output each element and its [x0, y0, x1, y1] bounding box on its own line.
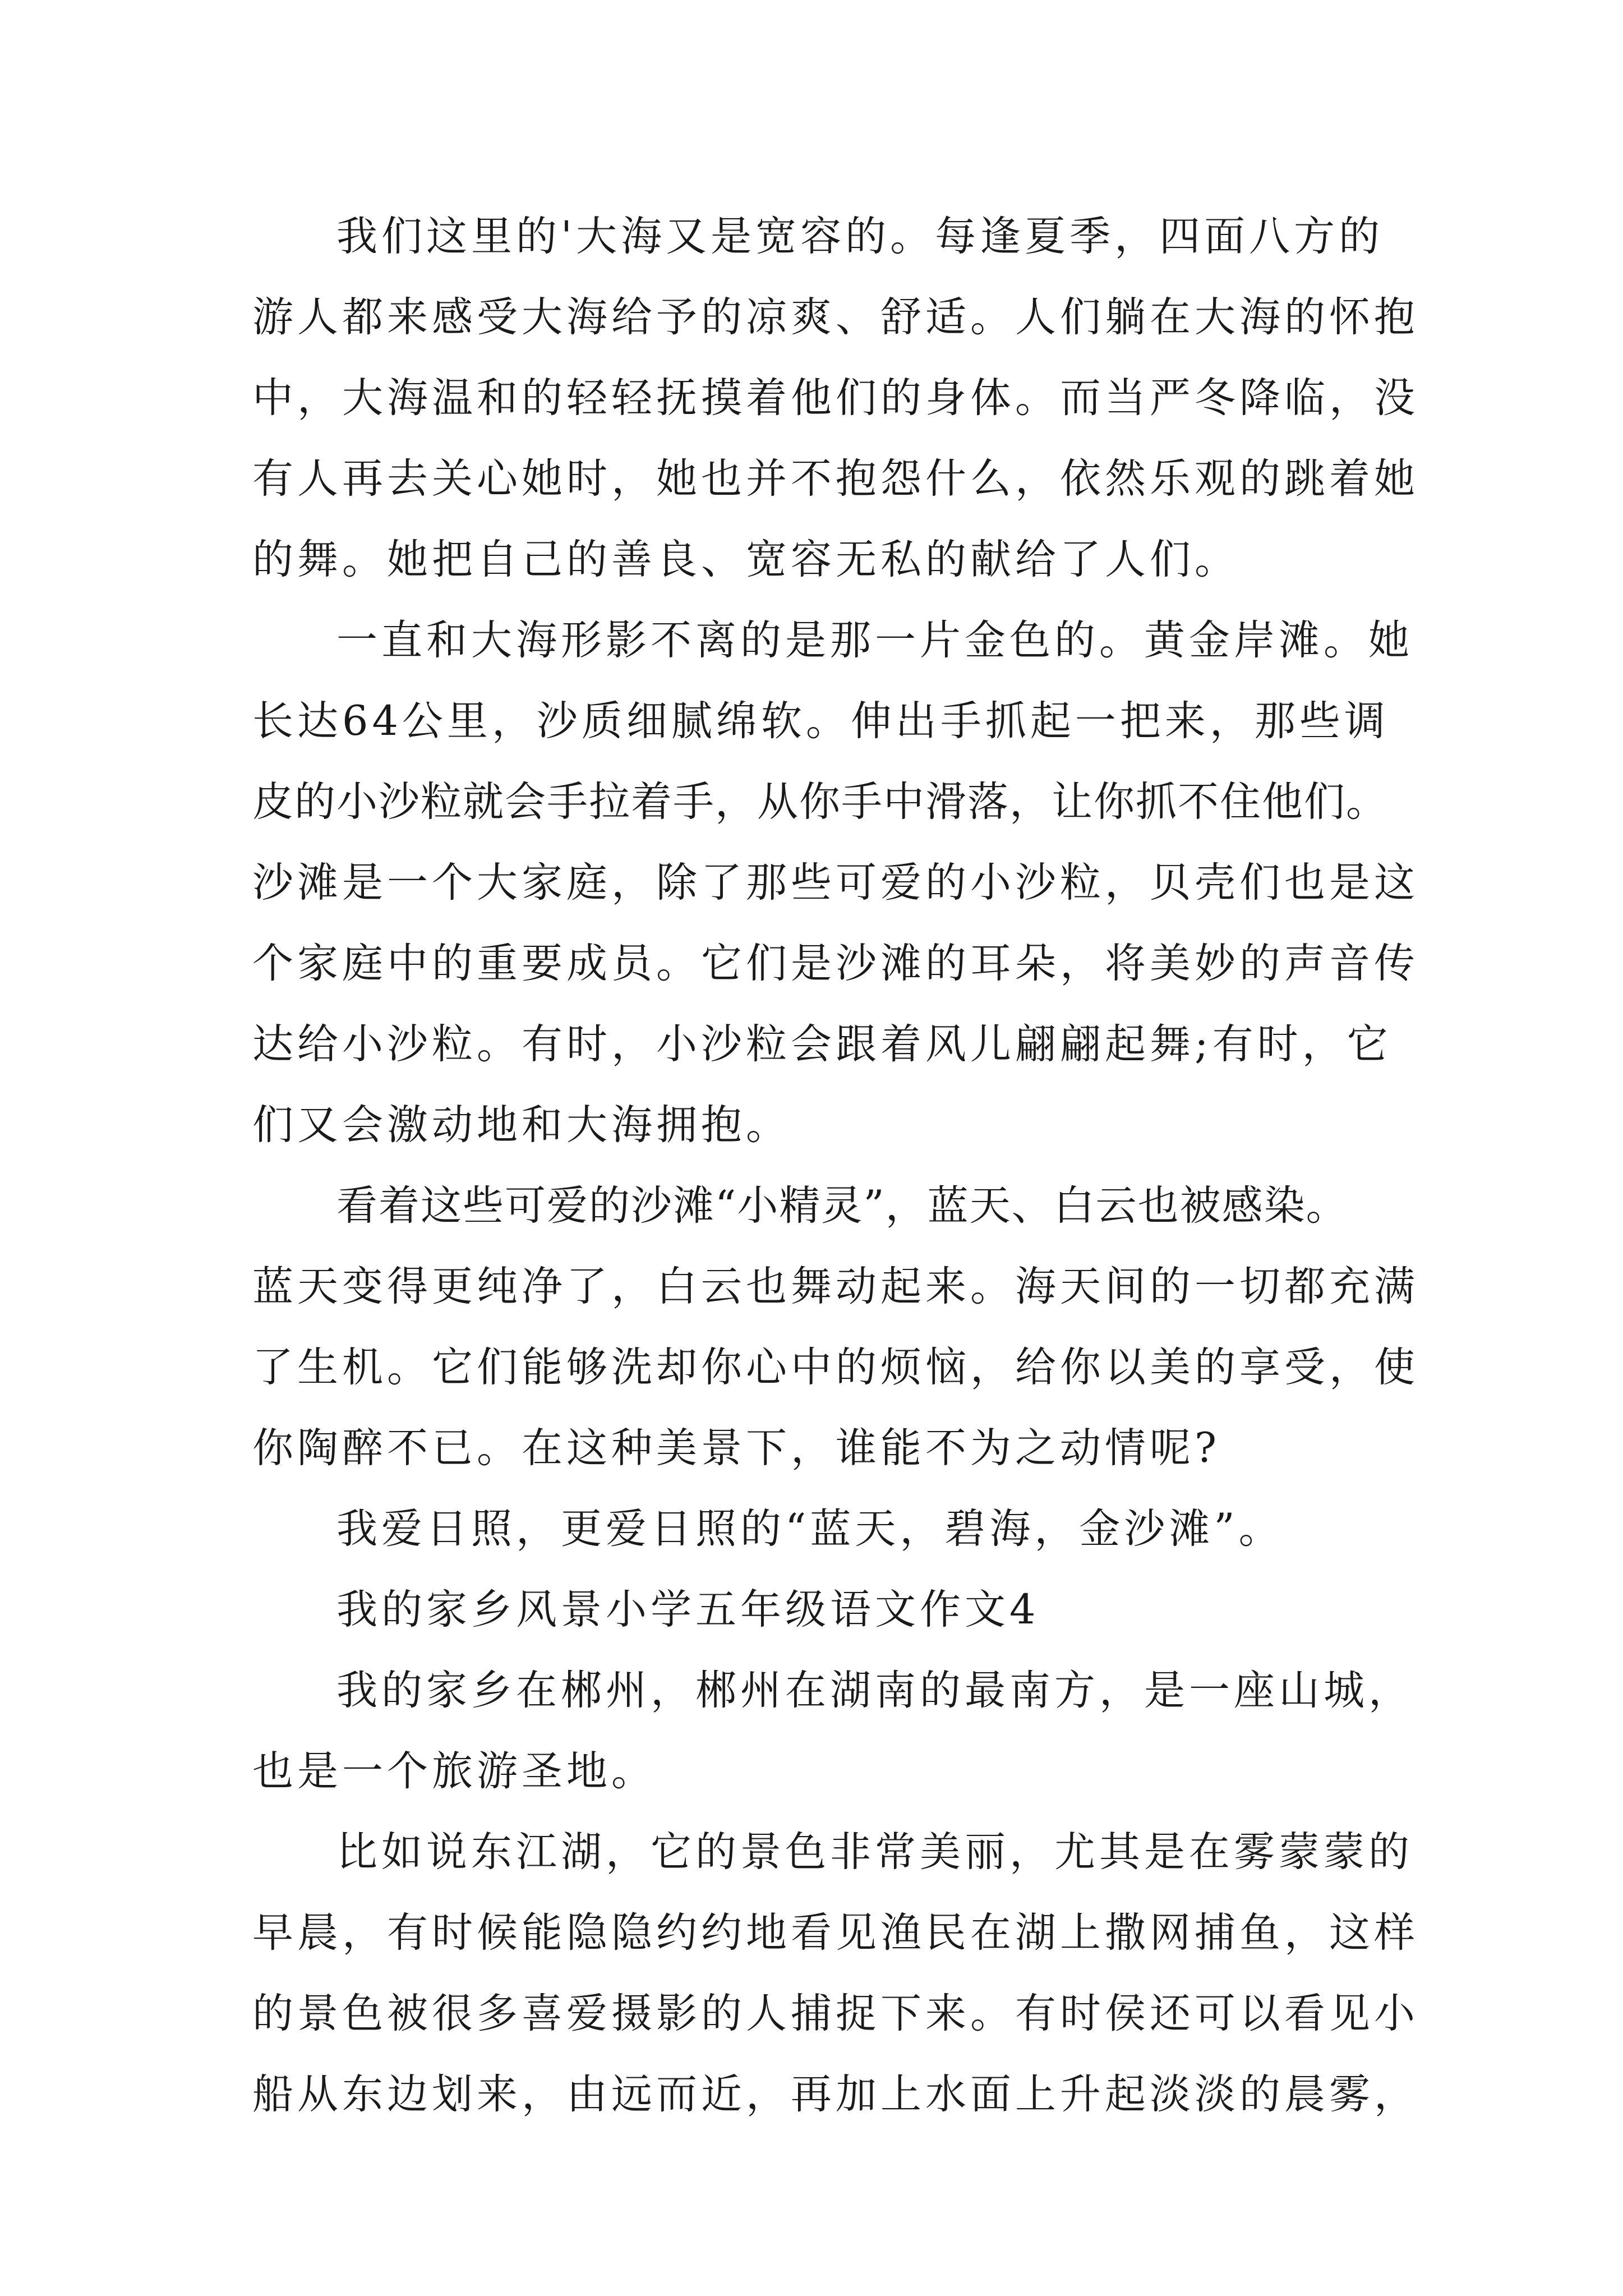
section-heading: 我的家乡风景小学五年级语文作文4 [336, 1586, 1040, 1634]
text-line: 船从东边划来，由远而近，再加上水面上升起淡淡的晨雾， [252, 2070, 1419, 2118]
text-line: 比如说东江湖，它的景色非常美丽，尤其是在雾蒙蒙的 [336, 1828, 1413, 1876]
text-line: 我爱日照，更爱日照的“蓝天，碧海，金沙滩”。 [336, 1505, 1284, 1553]
text-line: 达给小沙粒。有时，小沙粒会跟着风儿翩翩起舞;有时，它 [252, 1020, 1392, 1068]
text-line: 中，大海温和的轻轻抚摸着他们的身体。而当严冬降临，没 [252, 374, 1419, 422]
text-line: 的景色被很多喜爱摄影的人捕捉下来。有时侯还可以看见小 [252, 1990, 1419, 2037]
text-line: 的舞。她把自己的善良、宽容无私的献给了人们。 [252, 536, 1239, 583]
text-line: 我们这里的'大海又是宽容的。每逢夏季，四面八方的 [336, 213, 1384, 260]
text-line: 皮的小沙粒就会手拉着手，从你手中滑落，让你抓不住他们。 [252, 778, 1388, 826]
text-line: 早晨，有时候能隐隐约约地看见渔民在湖上撒网捕鱼，这样 [252, 1909, 1419, 1957]
text-line: 有人再去关心她时，她也并不抱怨什么，依然乐观的跳着她 [252, 455, 1419, 503]
text-line: 蓝天变得更纯净了，白云也舞动起来。海天间的一切都充满 [252, 1263, 1419, 1310]
text-line: 了生机。它们能够洗却你心中的烦恼，给你以美的享受，使 [252, 1343, 1419, 1391]
text-line: 我的家乡在郴州，郴州在湖南的最南方，是一座山城， [336, 1667, 1413, 1714]
text-line: 一直和大海形影不离的是那一片金色的。黄金岸滩。她 [336, 616, 1413, 664]
text-line: 也是一个旅游圣地。 [252, 1747, 656, 1795]
text-line: 看着这些可爱的沙滩“小精灵”，蓝天、白云也被感染。 [336, 1182, 1348, 1230]
body-text [252, 196, 1419, 2135]
text-line: 们又会激动地和大海拥抱。 [252, 1101, 791, 1149]
text-line: 长达64公里，沙质细腻绵软。伸出手抓起一把来，那些调 [252, 697, 1389, 745]
text-line: 沙滩是一个大家庭，除了那些可爱的小沙粒，贝壳们也是这 [252, 859, 1419, 907]
text-line: 游人都来感受大海给予的凉爽、舒适。人们躺在大海的怀抱 [252, 293, 1419, 341]
text-line: 个家庭中的重要成员。它们是沙滩的耳朵，将美妙的声音传 [252, 940, 1419, 987]
text-line: 你陶醉不已。在这种美景下，谁能不为之动情呢? [252, 1424, 1221, 1472]
